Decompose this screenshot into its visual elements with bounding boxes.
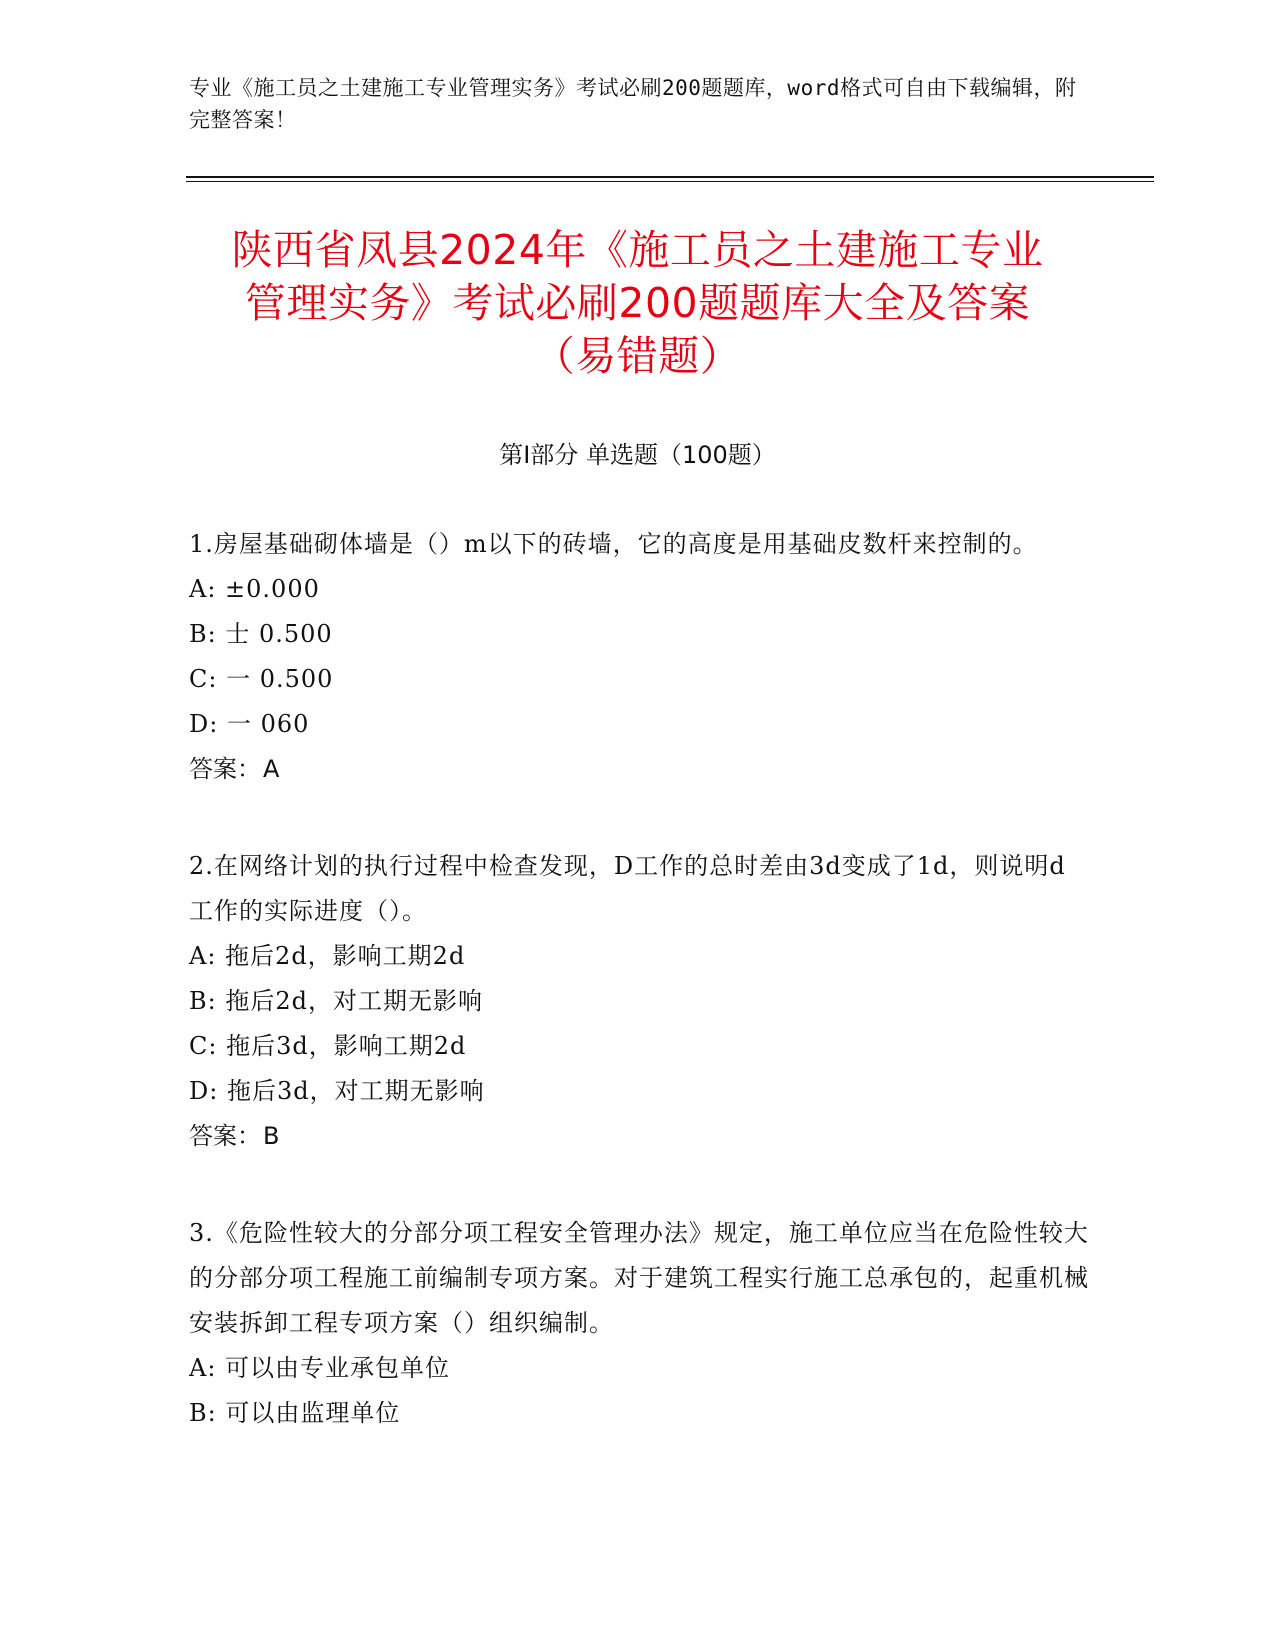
- option-b: B: 士 0.500: [189, 620, 333, 648]
- option-a: A: ±0.000: [189, 575, 320, 603]
- document-title: [150, 224, 1125, 383]
- title-line: （易错题）: [533, 332, 742, 380]
- question-item: [189, 844, 1089, 1159]
- option-d: D: 拖后3d，对工期无影响: [189, 1077, 485, 1105]
- title-line: 管理实务》考试必刷200题题库大全及答案: [244, 279, 1031, 327]
- option-c: C: 一 0.500: [189, 665, 334, 693]
- header-note: 专业《施工员之土建施工专业管理实务》考试必刷200题题库，word格式可自由下载编辑，附完整答案！: [189, 76, 1077, 132]
- answer-label: 答案：: [189, 1122, 261, 1150]
- question-item: [189, 1211, 1089, 1436]
- answer-value: A: [263, 755, 280, 783]
- option-c: C: 拖后3d，影响工期2d: [189, 1032, 467, 1060]
- section-heading: 第I部分 单选题（100题）: [499, 441, 776, 469]
- header-divider-thin: [186, 181, 1154, 182]
- question-stem: 3.《危险性较大的分部分项工程安全管理办法》规定，施工单位应当在危险性较大的分部分项工程施工前编制专项方案。对于建筑工程实行施工总承包的，起重机械安装拆卸工程专项方案（）组织编制。: [189, 1219, 1089, 1337]
- question-list: [189, 522, 1089, 1488]
- option-a: A: 可以由专业承包单位: [189, 1354, 451, 1382]
- question-item: [189, 522, 1089, 792]
- answer-label: 答案：: [189, 755, 261, 783]
- question-stem: 2.在网络计划的执行过程中检查发现，D工作的总时差由3d变成了1d，则说明d工作的实际进度（）。: [189, 852, 1066, 925]
- option-b: B: 拖后2d，对工期无影响: [189, 987, 483, 1015]
- option-d: D: 一 060: [189, 710, 310, 738]
- answer-line: [189, 1114, 1089, 1159]
- answer-line: [189, 747, 1089, 792]
- option-a: A: 拖后2d，影响工期2d: [189, 942, 466, 970]
- header-divider: [186, 176, 1154, 178]
- option-b: B: 可以由监理单位: [189, 1399, 401, 1427]
- question-stem: 1.房屋基础砌体墙是（）m以下的砖墙，它的高度是用基础皮数杆来控制的。: [189, 530, 1038, 558]
- answer-value: B: [263, 1122, 280, 1150]
- title-line: 陕西省凤县2024年《施工员之土建施工专业: [231, 226, 1044, 274]
